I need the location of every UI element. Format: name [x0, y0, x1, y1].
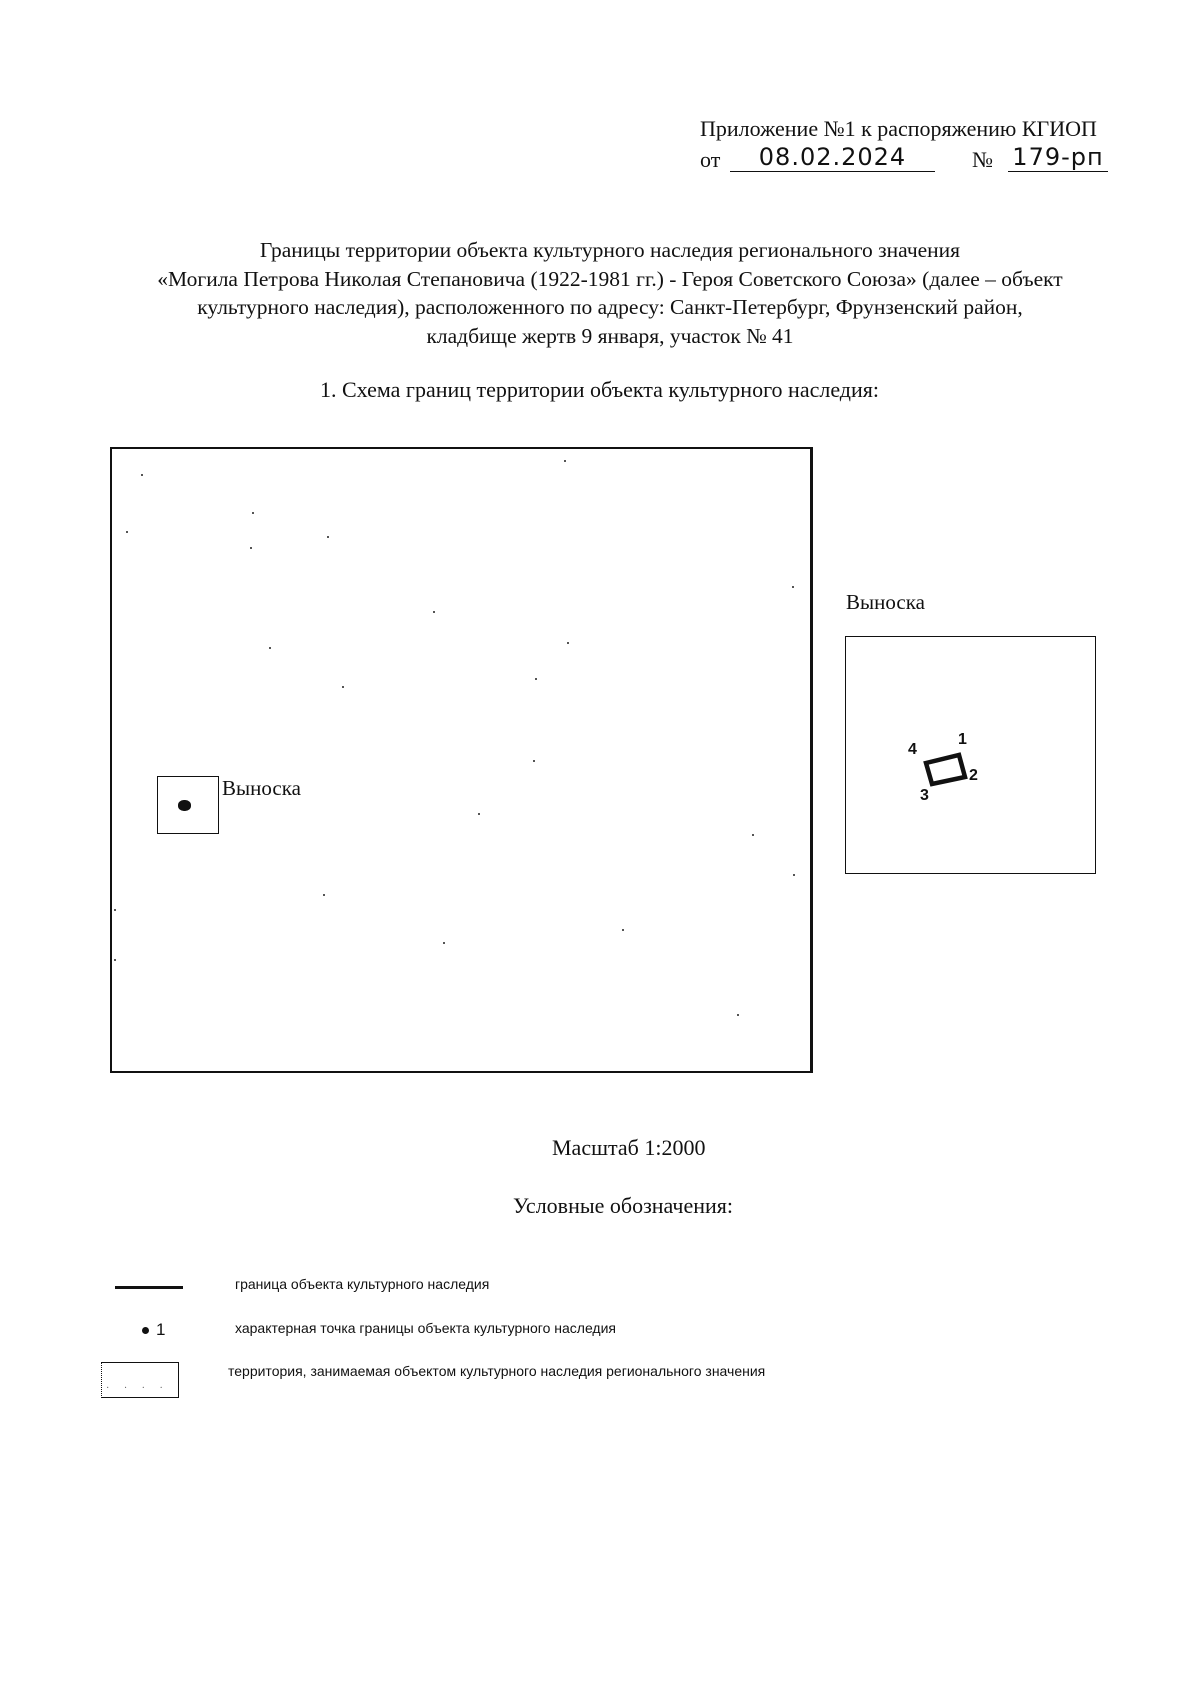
boundary-map: [110, 447, 813, 1073]
map-speck: [141, 474, 143, 476]
document-title: [80, 236, 1140, 350]
map-callout-label: Выноска: [222, 776, 301, 800]
section-heading: 1. Схема границ территории объекта культурного наследия:: [320, 377, 880, 402]
boundary-point-label: 1: [958, 731, 967, 748]
legend-point-number: 1: [156, 1320, 166, 1339]
map-speck: [622, 929, 624, 931]
legend-title: Условные обозначения:: [513, 1193, 734, 1218]
map-speck: [478, 813, 480, 815]
title-line: кладбище жертв 9 января, участок № 41: [426, 323, 794, 348]
map-speck: [250, 547, 252, 549]
boundary-point-label: 4: [908, 741, 917, 758]
map-speck: [737, 1014, 739, 1016]
map-speck: [114, 909, 116, 911]
object-marker: [178, 800, 191, 811]
map-speck: [793, 874, 795, 876]
inset-callout: [845, 636, 1096, 874]
map-speck: [567, 642, 569, 644]
object-boundary: [926, 755, 965, 784]
legend-area-text: территория, занимаемая объектом культурного наследия регионального значения: [228, 1363, 766, 1379]
map-speck: [114, 959, 116, 961]
map-speck: [269, 647, 271, 649]
boundary-point-label: 3: [920, 787, 929, 804]
map-speck: [327, 536, 329, 538]
boundary-polygon-svg: [846, 637, 1097, 875]
map-callout-frame: [157, 776, 219, 834]
map-speck: [433, 611, 435, 613]
legend-boundary-line-icon: [115, 1286, 183, 1289]
title-line: «Могила Петрова Николая Степановича (1922-1981 гг.) - Героя Советского Союза» (далее – объект: [157, 266, 1063, 291]
map-speck: [252, 512, 254, 514]
appendix-header: Приложение №1 к распоряжению КГИОП: [700, 116, 1097, 141]
map-speck: [443, 942, 445, 944]
map-speck: [533, 760, 535, 762]
map-speck: [564, 460, 566, 462]
map-speck: [792, 586, 794, 588]
area-hatch: · · · ·: [106, 1383, 169, 1394]
map-speck: [535, 678, 537, 680]
title-line: культурного наследия), расположенного по адресу: Санкт-Петербург, Фрунзенский район,: [197, 295, 1023, 319]
boundary-point-label: 2: [969, 767, 978, 784]
order-number: 179-рп: [1008, 143, 1108, 172]
number-prefix: №: [972, 147, 993, 172]
map-scale: Масштаб 1:2000: [552, 1135, 706, 1160]
date-prefix: от: [700, 147, 721, 172]
legend-area-icon: [101, 1362, 179, 1398]
legend-point-icon: [142, 1327, 149, 1334]
map-speck: [126, 531, 128, 533]
order-date: 08.02.2024: [730, 143, 935, 172]
legend-point-text: характерная точка границы объекта культурного наследия: [235, 1320, 616, 1336]
map-speck: [323, 894, 325, 896]
map-speck: [342, 686, 344, 688]
title-line: Границы территории объекта культурного наследия регионального значения: [259, 238, 961, 262]
legend-boundary-text: граница объекта культурного наследия: [235, 1276, 490, 1292]
map-speck: [752, 834, 754, 836]
inset-title: Выноска: [846, 590, 925, 614]
